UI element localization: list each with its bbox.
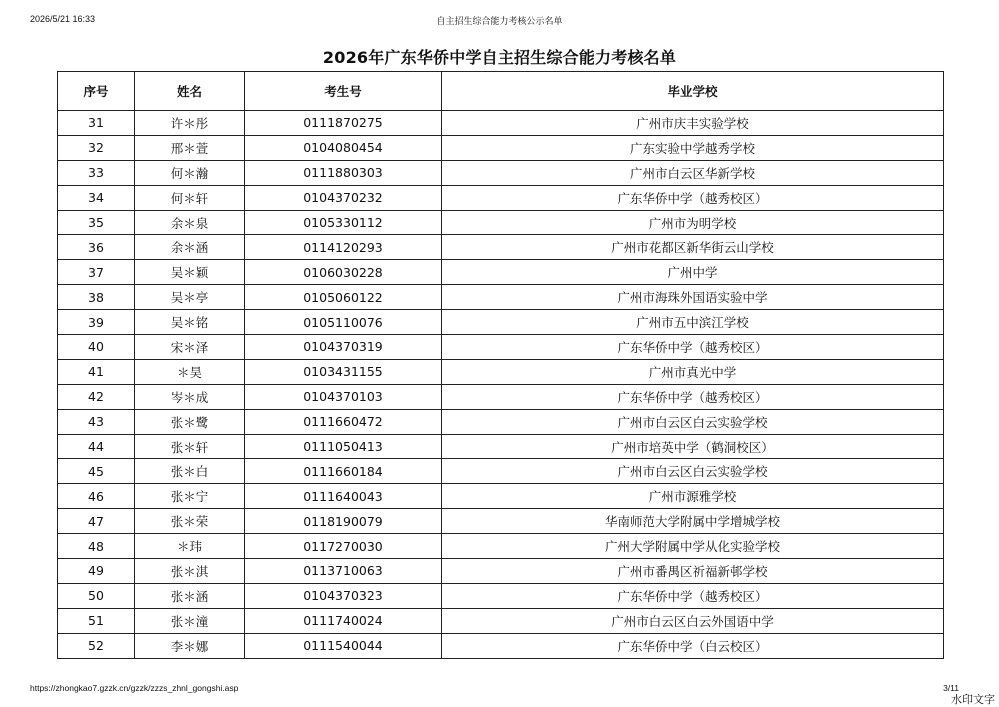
cell-candidate-id: 0104370323 — [245, 583, 442, 608]
cell-name: 张＊荣 — [135, 509, 245, 534]
cell-school: 广东实验中学越秀学校 — [442, 135, 944, 160]
cell-candidate-id: 0114120293 — [245, 235, 442, 260]
table-row — [58, 359, 944, 384]
table-row — [58, 534, 944, 559]
cell-name: 何＊轩 — [135, 185, 245, 210]
cell-serial: 36 — [58, 235, 135, 260]
cell-serial: 48 — [58, 534, 135, 559]
cell-serial: 43 — [58, 409, 135, 434]
table-row — [58, 160, 944, 185]
table-row — [58, 484, 944, 509]
cell-name: 许＊彤 — [135, 111, 245, 136]
cell-serial: 40 — [58, 335, 135, 360]
cell-candidate-id: 0111660472 — [245, 409, 442, 434]
cell-name: 邢＊萱 — [135, 135, 245, 160]
cell-candidate-id: 0105110076 — [245, 310, 442, 335]
cell-candidate-id: 0105330112 — [245, 210, 442, 235]
cell-candidate-id: 0103431155 — [245, 359, 442, 384]
cell-serial: 34 — [58, 185, 135, 210]
cell-serial: 45 — [58, 459, 135, 484]
cell-name: 张＊轩 — [135, 434, 245, 459]
table-row — [58, 310, 944, 335]
cell-serial: 41 — [58, 359, 135, 384]
cell-serial: 37 — [58, 260, 135, 285]
cell-candidate-id: 0111640043 — [245, 484, 442, 509]
table-row — [58, 583, 944, 608]
table-row — [58, 509, 944, 534]
cell-name: 余＊涵 — [135, 235, 245, 260]
cell-serial: 33 — [58, 160, 135, 185]
print-page-title: 自主招生综合能力考核公示名单 — [436, 16, 563, 26]
print-timestamp: 2026/5/21 16:33 — [30, 14, 96, 24]
cell-serial: 35 — [58, 210, 135, 235]
cell-serial: 47 — [58, 509, 135, 534]
cell-serial: 51 — [58, 608, 135, 633]
table-header-row — [58, 72, 944, 111]
cell-candidate-id: 0111870275 — [245, 111, 442, 136]
table-row — [58, 111, 944, 136]
table-row — [58, 409, 944, 434]
cell-name: ＊玮 — [135, 534, 245, 559]
cell-school: 广东华侨中学（白云校区） — [442, 633, 944, 658]
cell-candidate-id: 0113710063 — [245, 559, 442, 584]
cell-name: 张＊白 — [135, 459, 245, 484]
cell-school: 广州市海珠外国语实验中学 — [442, 285, 944, 310]
cell-school: 广州市白云区华新学校 — [442, 160, 944, 185]
table-row — [58, 434, 944, 459]
cell-name: 张＊鹭 — [135, 409, 245, 434]
table-row — [58, 608, 944, 633]
table-row — [58, 633, 944, 658]
cell-candidate-id: 0111740024 — [245, 608, 442, 633]
cell-serial: 42 — [58, 384, 135, 409]
cell-school: 广州市源雅学校 — [442, 484, 944, 509]
cell-candidate-id: 0118190079 — [245, 509, 442, 534]
cell-serial: 32 — [58, 135, 135, 160]
cell-school: 广州市庆丰实验学校 — [442, 111, 944, 136]
cell-school: 广州市真光中学 — [442, 359, 944, 384]
cell-serial: 39 — [58, 310, 135, 335]
watermark-text: 水印文字 — [951, 693, 995, 706]
cell-name: 余＊泉 — [135, 210, 245, 235]
cell-serial: 44 — [58, 434, 135, 459]
cell-serial: 38 — [58, 285, 135, 310]
table-body — [58, 111, 944, 659]
cell-school: 广州中学 — [442, 260, 944, 285]
cell-school: 广东华侨中学（越秀校区） — [442, 335, 944, 360]
cell-candidate-id: 0104080454 — [245, 135, 442, 160]
document-title: 2026年广东华侨中学自主招生综合能力考核名单 — [322, 48, 677, 67]
header-school: 毕业学校 — [442, 72, 944, 111]
table-row — [58, 285, 944, 310]
cell-candidate-id: 0111050413 — [245, 434, 442, 459]
cell-name: 张＊涵 — [135, 583, 245, 608]
table-row — [58, 210, 944, 235]
cell-school: 广州大学附属中学从化实验学校 — [442, 534, 944, 559]
cell-name: 李＊娜 — [135, 633, 245, 658]
cell-candidate-id: 0117270030 — [245, 534, 442, 559]
page-url: https://zhongkao7.gzzk.cn/gzzk/zzzs_zhnl_gongshi.asp — [30, 683, 239, 693]
cell-candidate-id: 0104370319 — [245, 335, 442, 360]
cell-school: 广州市白云区白云实验学校 — [442, 409, 944, 434]
table-row — [58, 459, 944, 484]
cell-name: 宋＊泽 — [135, 335, 245, 360]
table-row — [58, 185, 944, 210]
table-row — [58, 235, 944, 260]
table-row — [58, 260, 944, 285]
cell-candidate-id: 0106030228 — [245, 260, 442, 285]
cell-name: 岑＊成 — [135, 384, 245, 409]
cell-school: 广州市番禺区祈福新邨学校 — [442, 559, 944, 584]
cell-name: 吴＊颖 — [135, 260, 245, 285]
cell-name: 张＊宁 — [135, 484, 245, 509]
cell-school: 广州市培英中学（鹤洞校区） — [442, 434, 944, 459]
cell-school: 广州市白云区白云实验学校 — [442, 459, 944, 484]
table-row — [58, 135, 944, 160]
cell-school: 广东华侨中学（越秀校区） — [442, 185, 944, 210]
table-row — [58, 384, 944, 409]
table-row — [58, 335, 944, 360]
page-number: 3/11 — [943, 683, 959, 693]
cell-candidate-id: 0111880303 — [245, 160, 442, 185]
candidate-table — [57, 71, 944, 659]
cell-school: 广东华侨中学（越秀校区） — [442, 384, 944, 409]
cell-school: 广东华侨中学（越秀校区） — [442, 583, 944, 608]
print-header — [30, 14, 969, 28]
cell-serial: 31 — [58, 111, 135, 136]
cell-serial: 52 — [58, 633, 135, 658]
cell-serial: 46 — [58, 484, 135, 509]
cell-candidate-id: 0104370103 — [245, 384, 442, 409]
cell-serial: 50 — [58, 583, 135, 608]
header-name: 姓名 — [135, 72, 245, 111]
table-row — [58, 559, 944, 584]
cell-school: 广州市白云区白云外国语中学 — [442, 608, 944, 633]
header-candidate-id: 考生号 — [245, 72, 442, 111]
cell-school: 广州市花都区新华街云山学校 — [442, 235, 944, 260]
header-serial: 序号 — [58, 72, 135, 111]
print-footer — [30, 683, 969, 695]
cell-school: 华南师范大学附属中学增城学校 — [442, 509, 944, 534]
cell-candidate-id: 0111660184 — [245, 459, 442, 484]
cell-candidate-id: 0105060122 — [245, 285, 442, 310]
cell-school: 广州市为明学校 — [442, 210, 944, 235]
cell-name: 吴＊亭 — [135, 285, 245, 310]
cell-candidate-id: 0104370232 — [245, 185, 442, 210]
cell-candidate-id: 0111540044 — [245, 633, 442, 658]
cell-name: ＊昊 — [135, 359, 245, 384]
cell-school: 广州市五中滨江学校 — [442, 310, 944, 335]
cell-name: 何＊瀚 — [135, 160, 245, 185]
cell-name: 吴＊铭 — [135, 310, 245, 335]
cell-serial: 49 — [58, 559, 135, 584]
cell-name: 张＊淇 — [135, 559, 245, 584]
cell-name: 张＊潼 — [135, 608, 245, 633]
